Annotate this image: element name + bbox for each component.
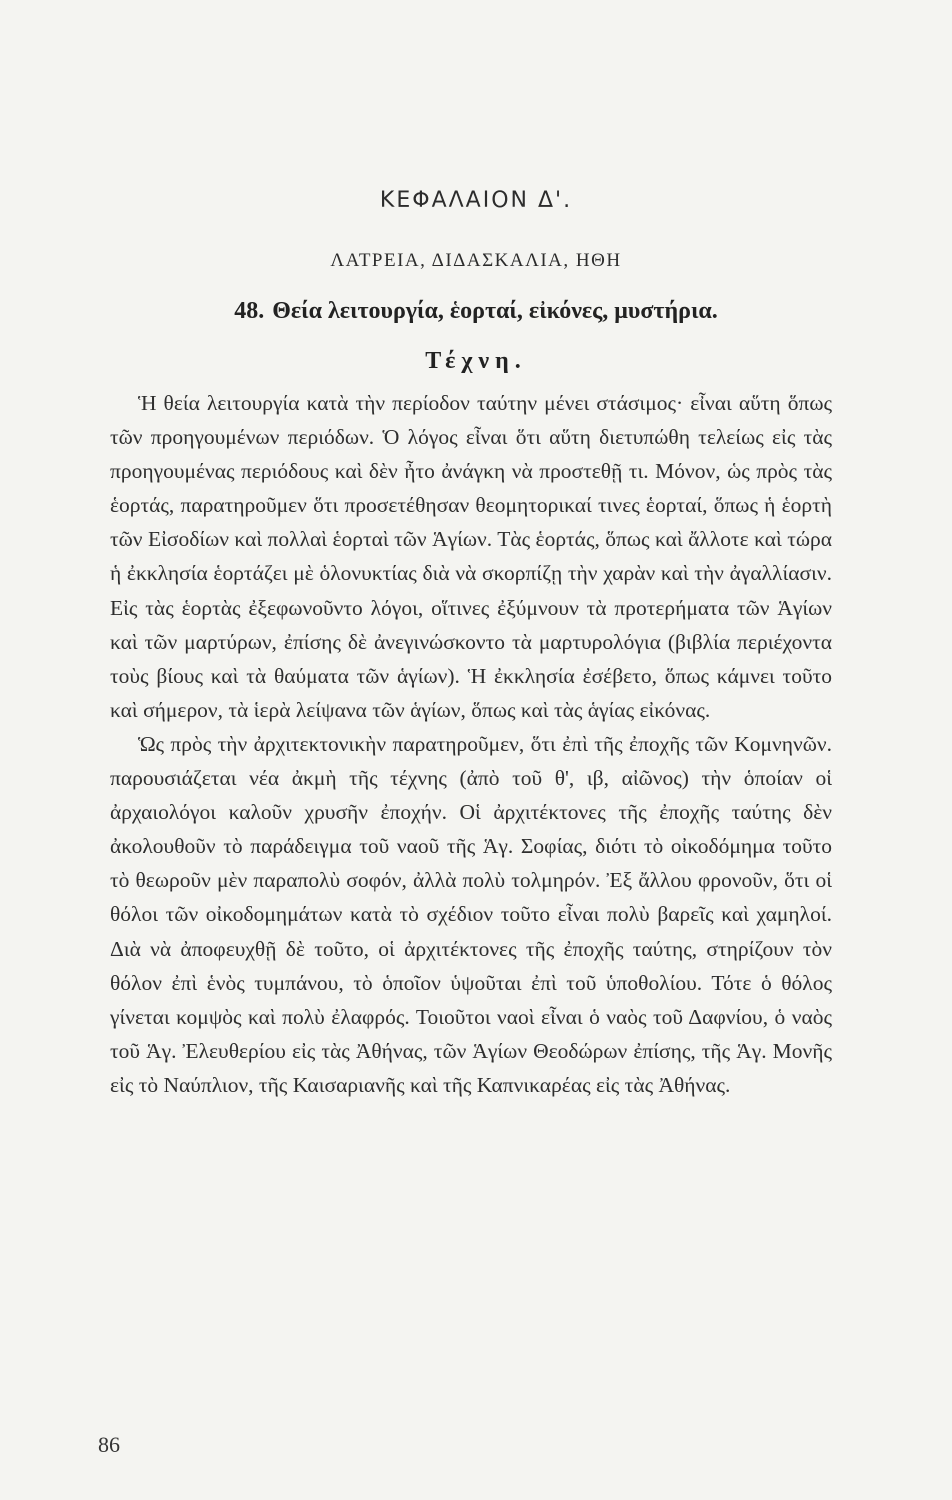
page-number: 86 [98, 1432, 120, 1457]
paragraph: Ὡς πρὸς τὴν ἀρχιτεκτονικὴν παρατηροῦμεν, ὅτι ἐπὶ τῆς ἐποχῆς τῶν Κομνηνῶν. παρουσιάζεται νέα ἀκμὴ τῆς τέχνης (ἀπὸ τοῦ θ', ιβ, αἰῶνος) τὴν ὁποίαν οἱ ἀρχαιολόγοι καλοῦν χρυσῆν ἐποχήν. Οἱ ἀρχιτέκτονες τῆς ἐποχῆς ταύτης δὲν ἀκολουθοῦν τὸ παράδειγμα τοῦ ναοῦ τῆς Ἁγ. Σοφίας, διότι τὸ οἰκοδόμημα τοῦτο τὸ θεωροῦν μὲν παραπολὺ σοφόν, ἀλλὰ πολὺ τολμηρόν. Ἐξ ἄλλου φρονοῦν, ὅτι οἱ θόλοι τῶν οἰκοδομημάτων κατὰ τὸ σχέδιον τοῦτο εἶναι πολὺ βαρεῖς καὶ χαμηλοί. Διὰ νὰ ἀποφευχθῇ δὲ τοῦτο, οἱ ἀρχιτέκτονες τῆς ἐποχῆς ταύτης, στηρίζουν τὸν θόλον ἐπὶ ἑνὸς τυμπάνου, τὸ ὁποῖον ὑψοῦται ἐπὶ τοῦ ὑποθολίου. Τότε ὁ θόλος γίνεται κομψὸς καὶ πολὺ ἐλαφρός. Τοιοῦτοι ναοὶ εἶναι ὁ ναὸς τοῦ Δαφνίου, ὁ ναὸς τοῦ Ἁγ. Ἐλευθερίου εἰς τὰς Ἀθήνας, τῶν Ἁγίων Θεοδώρων ἐπίσης, τῆς Ἁγ. Μονῆς εἰς τὸ Ναύπλιον, τῆς Καισαριανῆς καὶ τῆς Καπνικαρέας εἰς τὰς Ἀθήνας. [110, 731, 832, 1097]
chapter-heading: ΚΕΦΑΛΑΙΟΝ Δ'. [379, 188, 573, 213]
body-text [110, 386, 832, 1102]
section-number: 48. [234, 298, 265, 324]
paragraph: Ἡ θεία λειτουργία κατὰ τὴν περίοδον ταύτην μένει στάσιμος· εἶναι αὕτη ὅπως τῶν προηγουμένων περιόδων. Ὁ λόγος εἶναι ὅτι αὕτη διετυπώθη τελείως εἰς τὰς προηγουμένας περιόδους καὶ δὲν ἦτο ἀνάγκη νὰ προστεθῇ τι. Μόνον, ὡς πρὸς τὰς ἑορτάς, παρατηροῦμεν ὅτι προσετέθησαν θεομητορικαί τινες ἑορταί, ὅπως ἡ ἑορτὴ τῶν Εἰσοδίων καὶ πολλαὶ ἑορταὶ τῶν Ἁγίων. Τὰς ἑορτάς, ὅπως καὶ ἄλλοτε καὶ τώρα ἡ ἐκκλησία ἑορτάζει μὲ ὁλονυκτίας διὰ νὰ σκορπίζῃ τὴν χαρὰν καὶ τὴν ἀγαλλίασιν. Εἰς τὰς ἑορτὰς ἐξεφωνοῦντο λόγοι, οἵτινες ἐξύμνουν τὰ προτερήματα τῶν Ἁγίων καὶ τῶν μαρτύρων, ἐπίσης δὲ ἀνεγινώσκοντο τὰ μαρτυρολόγια (βιβλία περιέχοντα τοὺς βίους καὶ τὰ θαύματα τῶν ἁγίων). Ἡ ἐκκλησία ἐσέβετο, ὅπως κάμνει τοῦτο καὶ σήμερον, τὰ ἱερὰ λείψανα τῶν ἁγίων, ὅπως καὶ τὰς ἁγίας εἰκόνας. [110, 391, 832, 722]
section-subtitle: Τέχνη. [425, 348, 527, 374]
chapter-subheading: ΛΑΤΡΕΙΑ, ΔΙΔΑΣΚΑΛΙΑ, ΗΘΗ [330, 250, 622, 271]
section-title-text: Θεία λειτουργία, ἑορταί, εἰκόνες, μυστήρια. [272, 298, 718, 324]
section-title [0, 298, 952, 325]
